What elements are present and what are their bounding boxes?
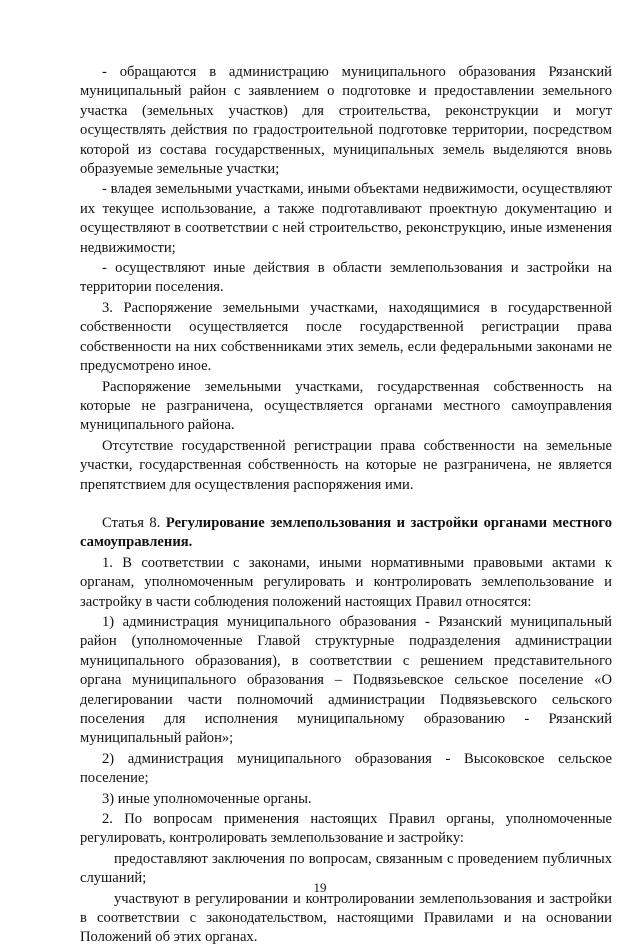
paragraph-bullet-apply: - обращаются в администрацию муниципального образования Рязанский муниципальный район с заявлением о подготовке и предоставлении земельного участка (земельных участков) для строительства, реконструкции и могут осуществлять действия по градостроительной подготовке территории, посредством которой из состава государственных, муниципальных земель выделяются вновь образуемые земельные участки;: [80, 64, 612, 178]
paragraph-bullet-use: - владея земельными участками, иными объектами недвижимости, осуществляют их текущее использование, а также подготавливают проектную документацию и осуществляют в соответствии с ней строительство, реконструкцию, иные изменения недвижимости;: [80, 181, 612, 256]
section-gap: [80, 496, 612, 514]
article-prefix: Статья 8.: [102, 514, 166, 531]
paragraph-participation: участвуют в регулировании и контролировании землепользования и застройки в соответствии с законодательством, настоящими Правилами и на основании Положений об этих органах.: [80, 890, 612, 946]
document-page: [80, 63, 612, 949]
article-heading: [80, 514, 612, 553]
paragraph-item-1: 1) администрация муниципального образования - Рязанский муниципальный район (уполномоченные Главой структурные подразделения администрации муниципального образования), в соответствии с решением представительного органа муниципального образования – Подвязьевское сельское поселение «О делегировании части полномочий администрации Подвязьевского сельского поселения для исполнения муниципальному образованию - Рязанский муниципальный район»;: [80, 613, 612, 747]
article-title: Регулирование землепользования и застройки органами местного самоуправления.: [80, 514, 612, 551]
paragraph-undivided-property: Распоряжение земельными участками, государственная собственность на которые не разграничена, осуществляется органами местного самоуправления муниципального района.: [80, 378, 612, 434]
paragraph-bullet-other: - осуществляют иные действия в области землепользования и застройки на территории поселения.: [80, 260, 612, 296]
paragraph-registration-absence: Отсутствие государственной регистрации права собственности на земельные участки, государственная собственность на которые не разграничена, не является препятствием для осуществления распоряжения ими.: [80, 437, 612, 493]
paragraph-item-2: 2) администрация муниципального образования - Высоковское сельское поселение;: [80, 750, 612, 787]
paragraph-item-3: 3) иные уполномоченные органы.: [102, 790, 312, 807]
paragraph-clause-1: 1. В соответствии с законами, иными нормативными правовыми актами к органам, уполномоченным регулировать и контролировать землепользование и застройку в части соблюдения положений настоящих Правил относятся:: [80, 554, 612, 610]
page-number: 19: [313, 880, 327, 895]
paragraph-conclusions: предоставляют заключения по вопросам, связанным с проведением публичных слушаний;: [80, 850, 612, 887]
paragraph-clause-3: 3. Распоряжение земельными участками, находящимися в государственной собственности осуществляется после государственной регистрации права собственности на них собственниками этих земель, если федеральными законами не предусмотрено иное.: [80, 299, 612, 375]
paragraph-clause-2: 2. По вопросам применения настоящих Правил органы, уполномоченные регулировать, контролировать землепользование и застройку:: [80, 811, 612, 847]
